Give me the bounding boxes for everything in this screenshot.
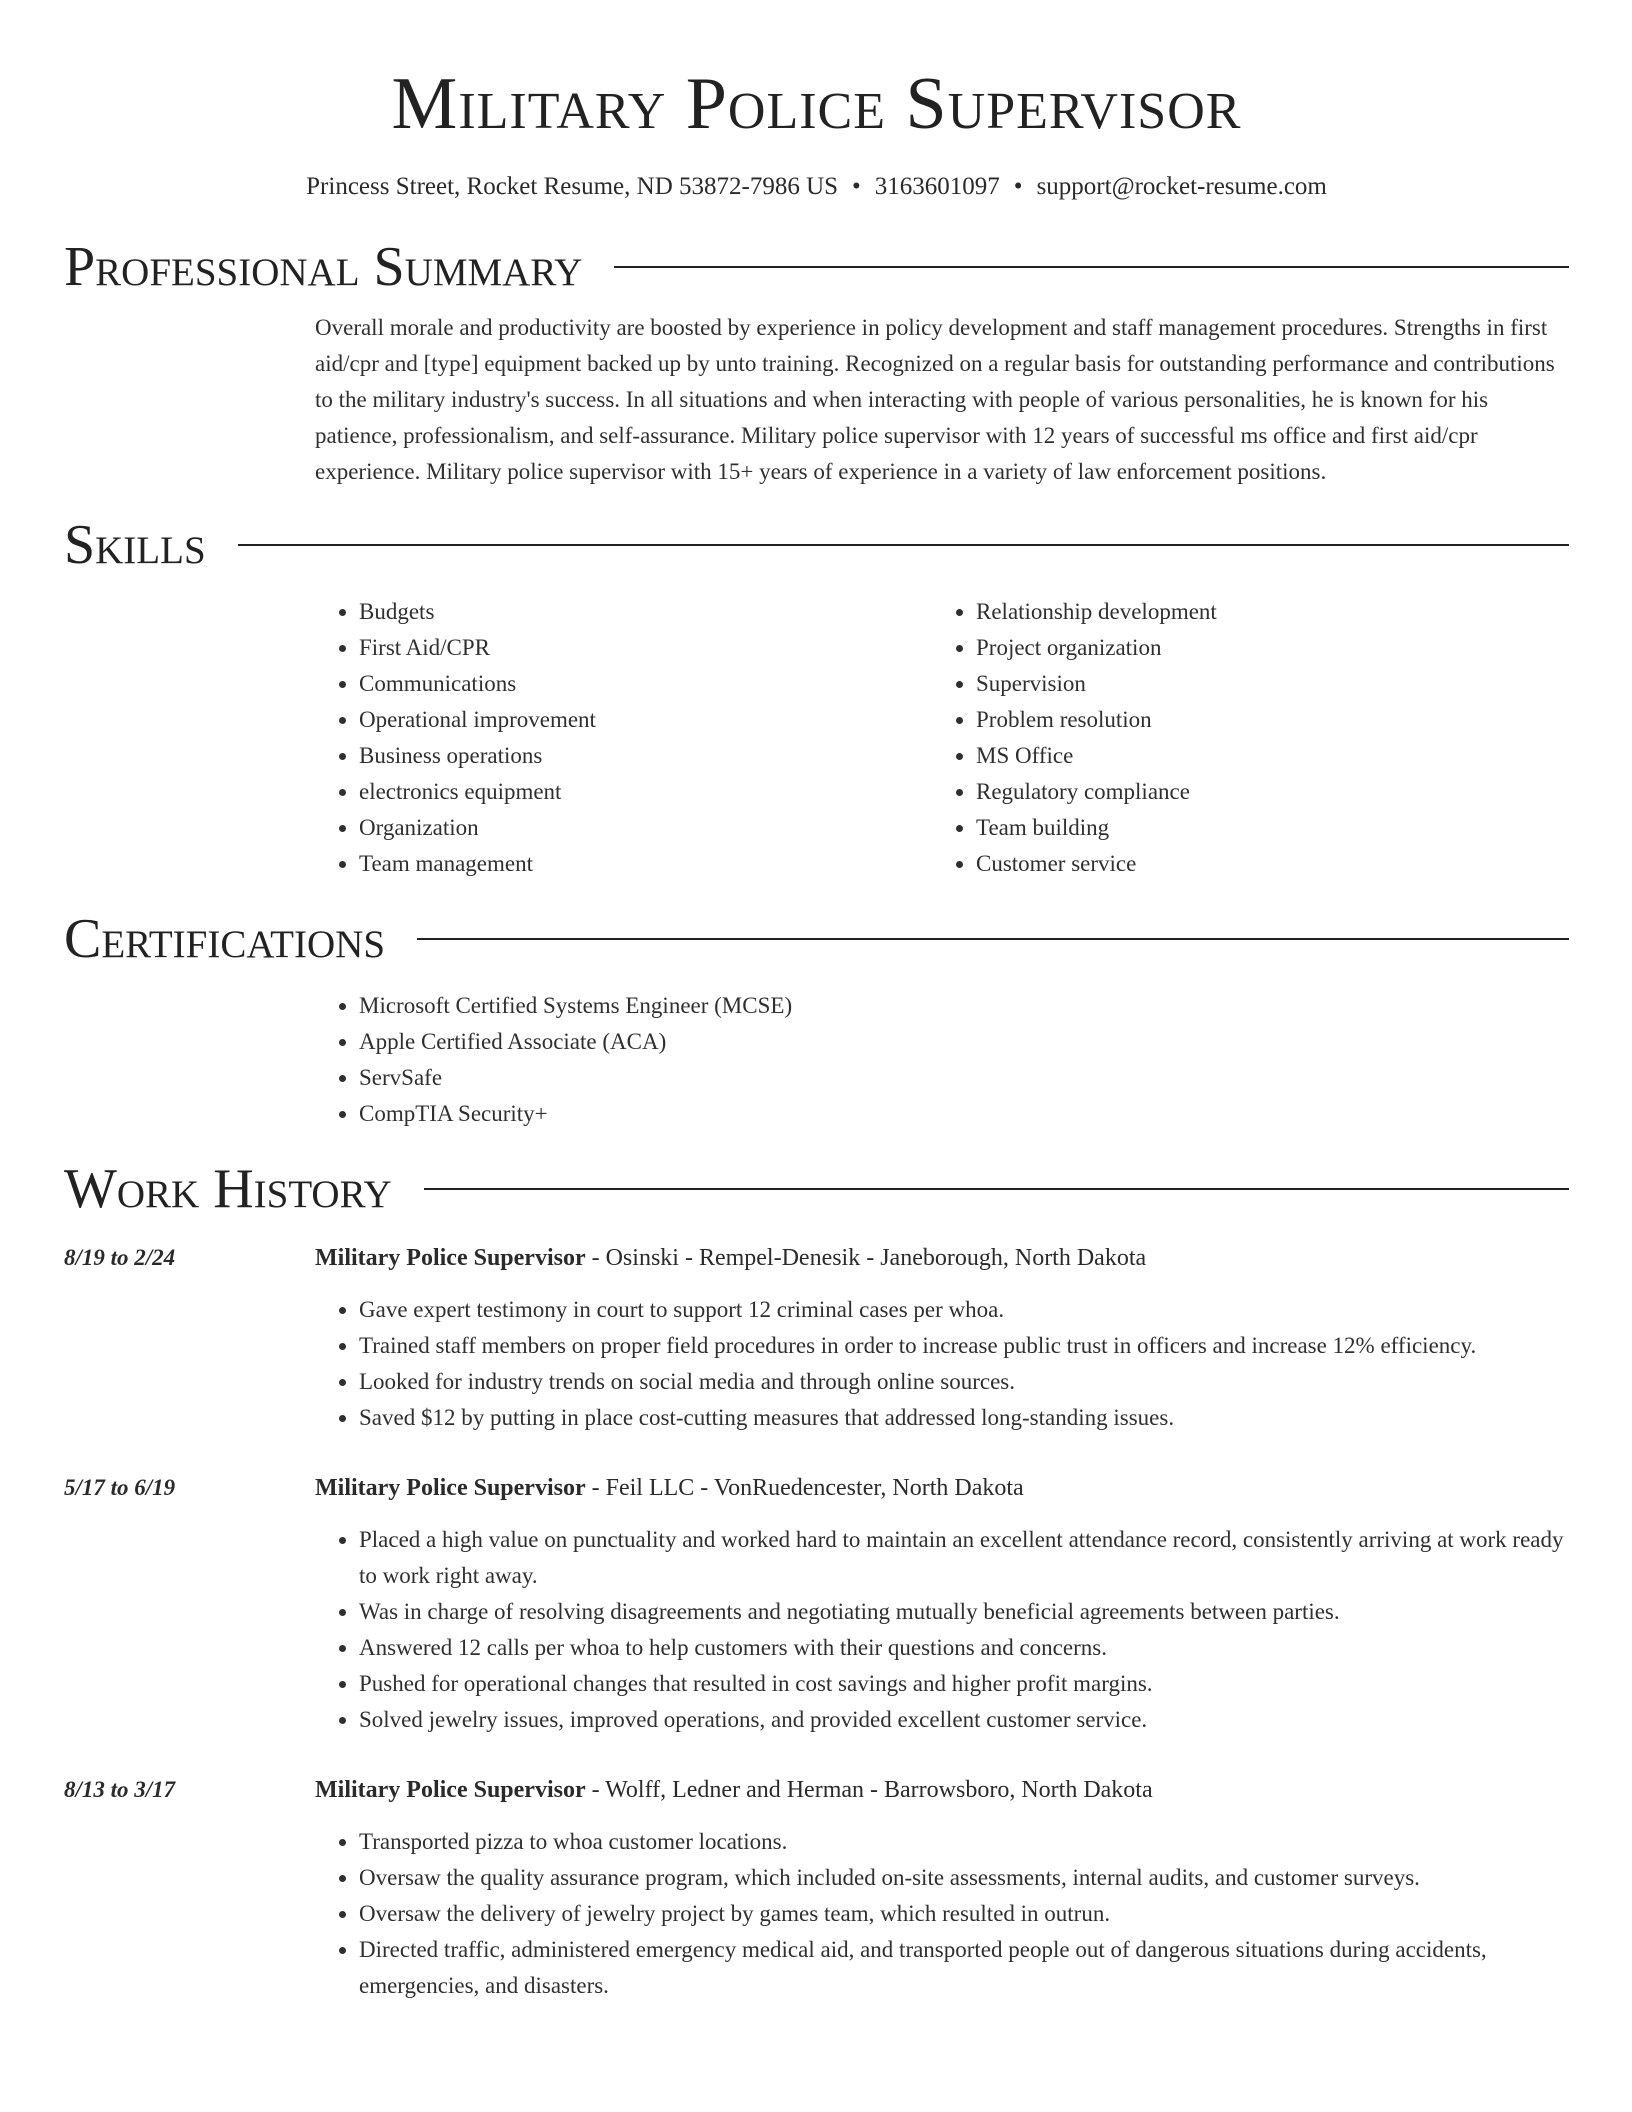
section-divider <box>417 938 1569 940</box>
job-role: Military Police Supervisor <box>315 1777 586 1803</box>
job-role: Military Police Supervisor <box>315 1475 586 1501</box>
job-employer-location: - Feil LLC - VonRuedencester, North Dakota <box>585 1475 1024 1501</box>
job-bullet: • Oversaw the quality assurance program, which included on-site assessments, internal audits, and customer surveys. <box>359 1860 1569 1896</box>
job-dates: 8/13 to 3/17 <box>64 1777 176 1802</box>
skill-item: • Budgets <box>359 594 932 630</box>
summary-text: Overall morale and productivity are boosted by experience in policy development and staff management procedures. Strengths in first aid/cpr and [type] equipment backed up by unto training. Recognized on a regular basis for outstanding performance and contributions to the military industry's success. In all situations and when interacting with people of various personalities, he is known for his patience, professionalism, and self-assurance. Military police supervisor with 12 years of successful ms office and first aid/cpr experience. Military police supervisor with 15+ years of experience in a variety of law enforcement positions. <box>315 315 1555 484</box>
job-entry <box>64 1772 1569 2004</box>
section-divider <box>424 1188 1569 1190</box>
job-bullet: • Solved jewelry issues, improved operations, and provided excellent customer service. <box>359 1702 1569 1738</box>
job-bullet: • Gave expert testimony in court to support 12 criminal cases per whoa. <box>359 1292 1569 1328</box>
work-history-section-header <box>64 1154 1569 1224</box>
skill-item: • Regulatory compliance <box>976 774 1549 810</box>
section-divider <box>238 544 1569 546</box>
contact-separator: • <box>852 173 861 200</box>
contact-line <box>64 170 1569 204</box>
job-employer-location: - Osinski - Rempel-Denesik - Janeborough, North Dakota <box>585 1245 1147 1271</box>
skill-item: • Problem resolution <box>976 702 1549 738</box>
job-title-line <box>315 1470 1569 1506</box>
skill-item: • Relationship development <box>976 594 1549 630</box>
contact-separator: • <box>1013 173 1023 200</box>
job-bullet: • Answered 12 calls per whoa to help customers with their questions and concerns. <box>359 1630 1569 1666</box>
job-employer-location: - Wolff, Ledner and Herman - Barrowsboro, North Dakota <box>585 1777 1153 1803</box>
skills-column-right <box>932 594 1549 882</box>
contact-address: Princess Street, Rocket Resume, ND 53872-7986 US <box>306 173 839 200</box>
resume-page <box>64 0 1569 2004</box>
certification-item: • CompTIA Security+ <box>359 1096 1569 1132</box>
job-bullet: • Looked for industry trends on social media and through online sources. <box>359 1364 1569 1400</box>
job-title-line <box>315 1772 1569 1808</box>
job-bullet: • Saved $12 by putting in place cost-cutting measures that addressed long-standing issues. <box>359 1400 1569 1436</box>
skills-left-list <box>315 594 932 882</box>
skill-item: • Business operations <box>359 738 932 774</box>
job-bullets <box>315 1522 1569 1738</box>
job-dates: 5/17 to 6/19 <box>64 1475 176 1500</box>
summary-section-header <box>64 232 1569 302</box>
candidate-name: Military Police Supervisor <box>391 63 1242 145</box>
job-main <box>315 1470 1569 1738</box>
job-main <box>315 1240 1569 1436</box>
certification-item: • Apple Certified Associate (ACA) <box>359 1024 1569 1060</box>
skill-item: • Organization <box>359 810 932 846</box>
section-divider <box>614 266 1569 268</box>
job-bullet: • Trained staff members on proper field procedures in order to increase public trust in officers and increase 12% efficiency. <box>359 1328 1569 1364</box>
job-bullet: • Was in charge of resolving disagreements and negotiating mutually beneficial agreements between parties. <box>359 1594 1569 1630</box>
job-dates: 8/19 to 2/24 <box>64 1245 176 1270</box>
certifications-section-header <box>64 904 1569 974</box>
skills-section-header <box>64 510 1569 580</box>
work-history-title: Work History <box>64 1158 392 1220</box>
skill-item: • electronics equipment <box>359 774 932 810</box>
skill-item: • Communications <box>359 666 932 702</box>
job-bullets <box>315 1292 1569 1436</box>
skill-item: • Supervision <box>976 666 1549 702</box>
skills-right-list <box>932 594 1549 882</box>
job-bullet: • Directed traffic, administered emergency medical aid, and transported people out of dangerous situations during accidents, emergencies, and disasters. <box>359 1932 1569 2004</box>
skill-item: • Operational improvement <box>359 702 932 738</box>
summary-title: Professional Summary <box>64 236 583 298</box>
job-bullets <box>315 1824 1569 2004</box>
certifications-title: Certifications <box>64 908 386 970</box>
job-bullet: • Oversaw the delivery of jewelry project by games team, which resulted in outrun. <box>359 1896 1569 1932</box>
certifications-ul <box>315 988 1569 1132</box>
skill-item: • Team building <box>976 810 1549 846</box>
contact-phone: 3163601097 <box>874 173 1000 200</box>
skill-item: • MS Office <box>976 738 1549 774</box>
skill-item: • Customer service <box>976 846 1549 882</box>
skill-item: • Team management <box>359 846 932 882</box>
certifications-list <box>315 988 1569 1132</box>
certification-item: • ServSafe <box>359 1060 1569 1096</box>
job-role: Military Police Supervisor <box>315 1245 586 1271</box>
job-main <box>315 1772 1569 2004</box>
certification-item: • Microsoft Certified Systems Engineer (MCSE) <box>359 988 1569 1024</box>
skills-title: Skills <box>64 514 206 576</box>
job-entry <box>64 1470 1569 1738</box>
skill-item: • First Aid/CPR <box>359 630 932 666</box>
skill-item: • Project organization <box>976 630 1549 666</box>
job-bullet: • Placed a high value on punctuality and worked hard to maintain an excellent attendance record, consistently arriving at work ready to work right away. <box>359 1522 1569 1594</box>
skills-column-left <box>315 594 932 882</box>
job-title-line <box>315 1240 1569 1276</box>
contact-email[interactable]: support@rocket-resume.com <box>1036 173 1327 200</box>
job-bullet: • Transported pizza to whoa customer locations. <box>359 1824 1569 1860</box>
skills-list <box>315 594 1569 882</box>
job-bullet: • Pushed for operational changes that resulted in cost savings and higher profit margins. <box>359 1666 1569 1702</box>
job-entry <box>64 1240 1569 1436</box>
